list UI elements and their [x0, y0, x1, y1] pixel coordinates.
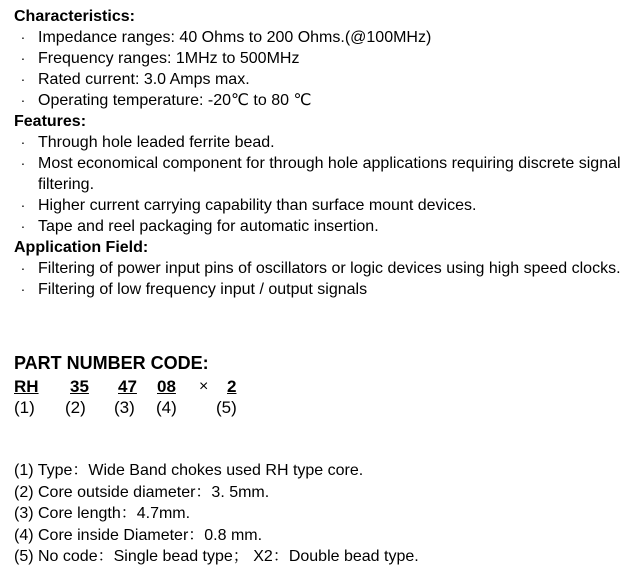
- definition-line: (2) Core outside diameter：3. 5mm.: [14, 483, 270, 501]
- feature-text: Most economical component for through hole applications requiring discrete signal filtering.: [38, 155, 621, 193]
- bullet-icon: ·: [20, 260, 26, 276]
- list-item: [14, 258, 630, 279]
- characteristic-text: Operating temperature: -20℃ to 80 ℃: [38, 92, 312, 109]
- list-item: [14, 279, 630, 300]
- bullet-icon: ·: [20, 50, 26, 66]
- bullet-icon: ·: [20, 92, 26, 108]
- bullet-icon: ·: [20, 134, 26, 150]
- list-item: [14, 69, 630, 90]
- part-number-diagram: [14, 376, 636, 420]
- feature-text: Tape and reel packaging for automatic insertion.: [38, 218, 379, 235]
- list-item: [14, 216, 630, 237]
- index-5: (5): [216, 398, 237, 417]
- code-definitions: [14, 460, 636, 568]
- feature-text: Through hole leaded ferrite bead.: [38, 134, 275, 151]
- index-4: (4): [156, 398, 177, 417]
- list-item: [14, 90, 630, 111]
- code-length: 47: [118, 377, 137, 396]
- code-type: RH: [14, 377, 39, 396]
- bullet-icon: ·: [20, 71, 26, 87]
- bullet-icon: ·: [20, 29, 26, 45]
- characteristic-text: Rated current: 3.0 Amps max.: [38, 71, 250, 88]
- features-title: Features:: [14, 113, 87, 130]
- definition-line: (5) No code：Single bead type； X2：Double bead type.: [14, 548, 419, 565]
- index-1: (1): [14, 398, 35, 417]
- definition-line: (4) Core inside Diameter：0.8 mm.: [14, 526, 263, 544]
- code-inside-diameter: 08: [157, 377, 176, 396]
- bullet-icon: ·: [20, 155, 26, 171]
- application-list: [14, 258, 636, 300]
- code-bead-count: 2: [227, 377, 237, 396]
- list-item: [14, 27, 630, 48]
- characteristics-list: [14, 27, 636, 111]
- feature-text: Higher current carrying capability than surface mount devices.: [38, 197, 477, 214]
- characteristic-text: Impedance ranges: 40 Ohms to 200 Ohms.(@100MHz): [38, 29, 432, 46]
- index-2: (2): [65, 398, 86, 417]
- characteristic-text: Frequency ranges: 1MHz to 500MHz: [38, 50, 300, 67]
- application-text: Filtering of low frequency input / output signals: [38, 281, 368, 298]
- characteristics-title: Characteristics:: [14, 8, 135, 25]
- definition-line: (3) Core length：4.7mm.: [14, 505, 191, 522]
- bullet-icon: ·: [20, 218, 26, 234]
- multiply-sign: ×: [199, 378, 209, 395]
- list-item: [14, 195, 630, 216]
- bullet-icon: ·: [20, 281, 26, 297]
- application-text: Filtering of power input pins of oscillators or logic devices using high speed clocks.: [38, 260, 621, 277]
- bullet-icon: ·: [20, 197, 26, 213]
- part-number-title: PART NUMBER CODE:: [14, 353, 209, 373]
- list-item: [14, 132, 630, 153]
- definition-line: (1) Type：Wide Band chokes used RH type core.: [14, 462, 364, 479]
- features-list: [14, 132, 636, 237]
- application-title: Application Field:: [14, 239, 149, 256]
- list-item: [14, 153, 630, 195]
- index-3: (3): [114, 398, 135, 417]
- code-outside-diameter: 35: [70, 377, 89, 396]
- list-item: [14, 48, 630, 69]
